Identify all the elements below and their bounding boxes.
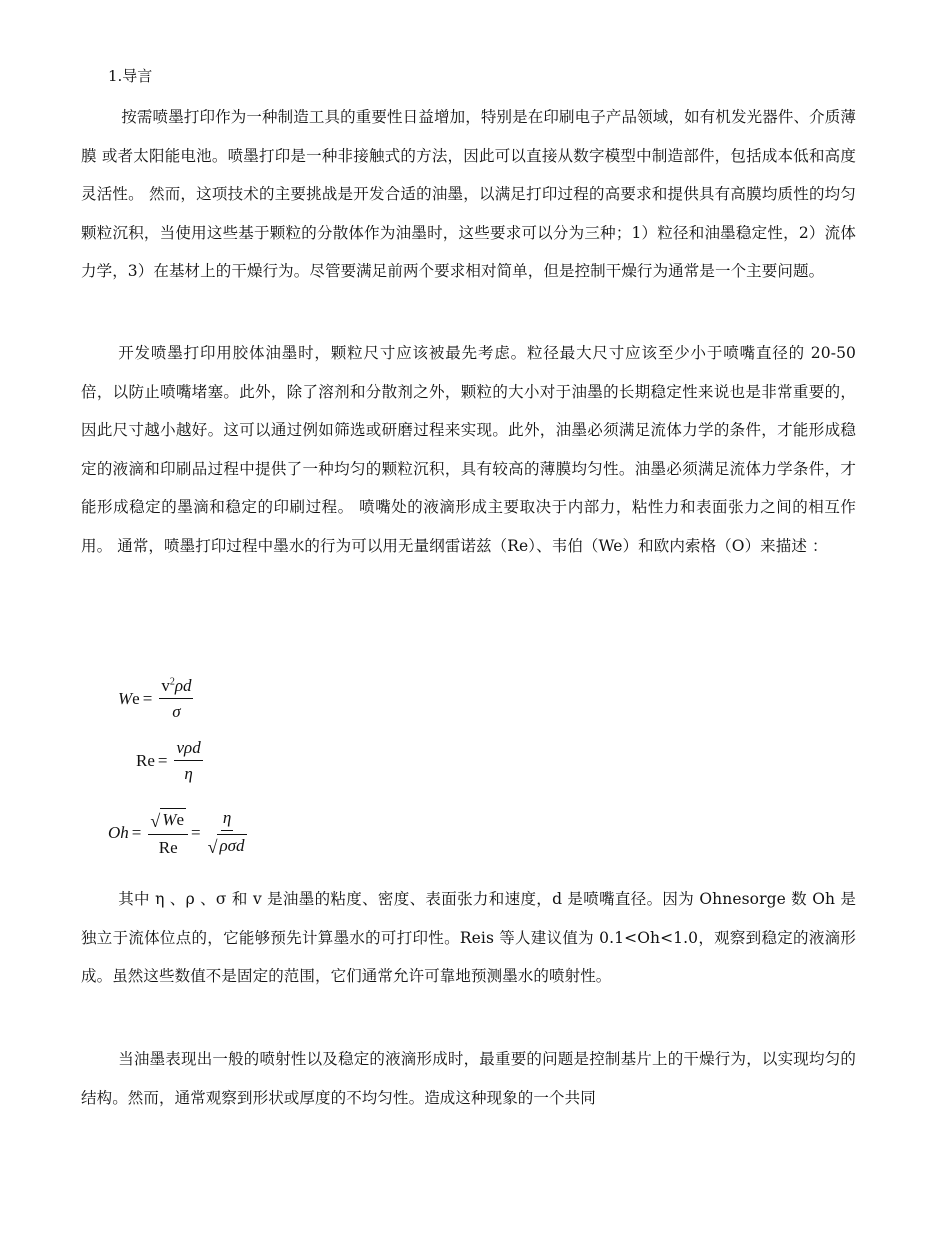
ohnesorge-lhs: Oh <box>108 823 129 842</box>
reynolds-equals: = <box>157 751 168 770</box>
formula-reynolds <box>136 738 203 784</box>
ohnesorge-fraction-2: η √ ρσd <box>207 808 245 857</box>
reynolds-fraction: $\frac{\text{vρd}}{\eta}$ <box>176 738 201 783</box>
section-heading: 1.导言 <box>108 67 153 85</box>
ohnesorge-equals-2: = <box>190 823 201 842</box>
formula-weber <box>118 676 193 722</box>
ohnesorge-fraction-1: √ We Re <box>148 808 188 858</box>
weber-equals: = <box>142 689 153 708</box>
weber-fraction: $\frac{v^2\rho d}{\sigma}$ <box>161 676 192 721</box>
paragraph-drying: 当油墨表现出一般的喷射性以及稳定的液滴形成时，最重要的问题是控制基片上的干燥行为，以实现均匀的结构。然而，通常观察到形状或厚度的不均匀性。造成这种现象的一个共同 <box>81 1050 856 1107</box>
paragraph-ink-development: 开发喷墨打印用胶体油墨时，颗粒尺寸应该被最先考虑。粒径最大尺寸应该至少小于喷嘴直径的 20-50 倍，以防止喷嘴堵塞。此外，除了溶剂和分散剂之外，颗粒的大小对于油墨的长期稳定性来说也是非常重要的，因此尺寸越小越好。这可以通过例如筛选或研磨过程来实现。此外，油墨必须满足流体力学的条件，才能形成稳定的液滴和印刷品过程中提供了一种均匀的颗粒沉积，具有较高的薄膜均匀性。油墨必须满足流体力学条件，才能形成稳定的墨滴和稳定的印刷过程。 喷嘴处的液滴形成主要取决于内部力，粘性力和表面张力之间的相互作用。 通常，喷墨打印过程中墨水的行为可以用无量纲雷诺兹（Re）、韦伯（We）和欧内索格（O）来描述 ： <box>81 344 856 555</box>
paragraph-variables: 其中 η 、ρ 、σ 和 v 是油墨的粘度、密度、表面张力和速度，d 是喷嘴直径。因为 Ohnesorge 数 Oh 是独立于流体位点的，它能够预先计算墨水的可打印性。Reis 等人建议值为 0.1<Oh<1.0，观察到稳定的液滴形成。虽然这些数值不是固定的范围，它们通常允许可靠地预测墨水的喷射性。 <box>81 890 856 985</box>
weber-lhs: We <box>118 689 140 708</box>
ohnesorge-equals-1: = <box>131 823 142 842</box>
formula-ohnesorge <box>108 808 247 858</box>
paragraph-intro: 按需喷墨打印作为一种制造工具的重要性日益增加，特别是在印刷电子产品领域，如有机发光器件、介质薄膜 或者太阳能电池。喷墨打印是一种非接触式的方法，因此可以直接从数字模型中制造部件，包括成本低和高度灵活性。 然而，这项技术的主要挑战是开发合适的油墨，以满足打印过程的高要求和提供具有高膜均质性的均匀颗粒沉积，当使用这些基于颗粒的分散体作为油墨时，这些要求可以分为三种；1）粒径和油墨稳定性，2）流体力学，3）在基材上的干燥行为。尽管要满足前两个要求相对简单，但是控制干燥行为通常是一个主要问题。 <box>81 108 856 280</box>
reynolds-lhs: Re <box>136 751 155 770</box>
